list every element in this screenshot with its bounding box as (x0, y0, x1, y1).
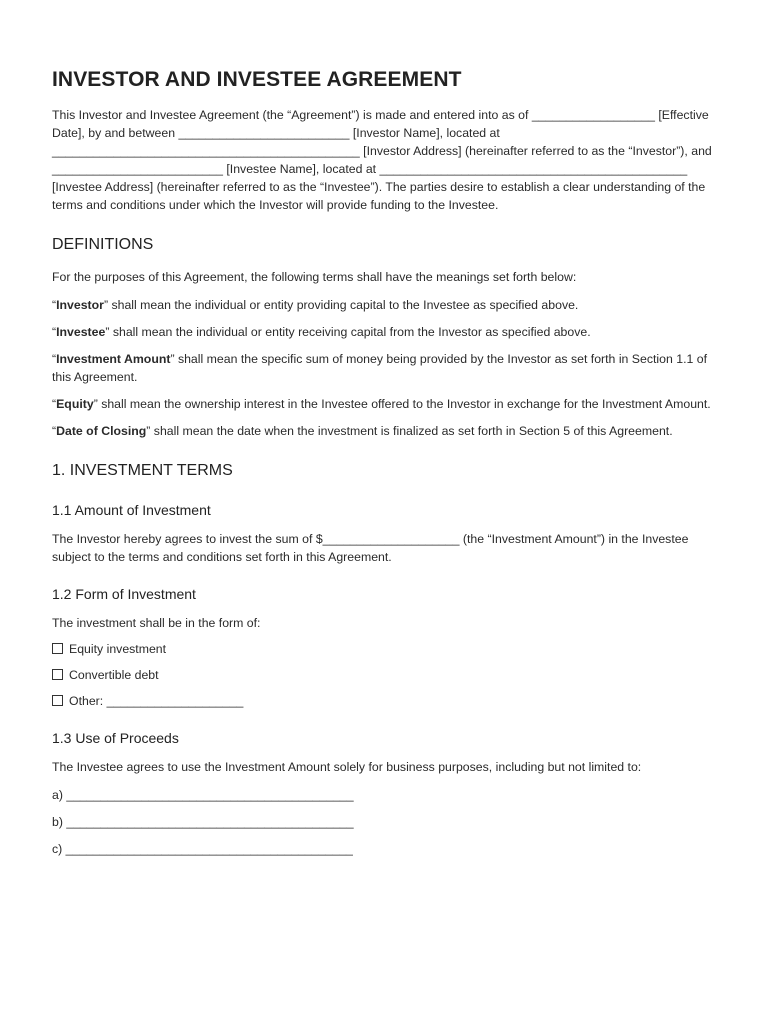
definition-term: Investment Amount (56, 352, 171, 366)
section-1-3-lead: The Investee agrees to use the Investment Amount solely for business purposes, including but not limited to: (52, 760, 642, 774)
option-other[interactable] (52, 692, 720, 710)
definition-term: Equity (56, 397, 94, 411)
document-title: INVESTOR AND INVESTEE AGREEMENT (52, 68, 462, 91)
checkbox-icon[interactable] (52, 669, 63, 680)
definition-term: Investee (56, 325, 106, 339)
definition-investment-amount: “Investment Amount” shall mean the specific sum of money being provided by the Investor as set forth in Section 1.1 of this Agreement. (52, 352, 708, 384)
section-1-3-heading: 1.3 Use of Proceeds (52, 730, 179, 746)
definition-text: ” shall mean the specific sum of money being provided by the Investor as set forth in Section 1.1 of this Agreement. (52, 352, 708, 384)
section-1-2-heading: 1.2 Form of Investment (52, 586, 196, 602)
section-1-1-heading: 1.1 Amount of Investment (52, 502, 211, 518)
checkbox-icon[interactable] (52, 695, 63, 706)
intro-paragraph: This Investor and Investee Agreement (the “Agreement”) is made and entered into as of __________________ [Effective Date], by and between _________________________ [Investor Name], located at _____________________________________________ [Investor Address] (hereinafter referred to as the “Investor”), and _________________________ [Investee Name], located at _____________________________________________ [Investee Address] (hereinafter referred to as the “Investee”). The parties desire to establish a clear understanding of the terms and conditions under which the Investor will provide funding to the Investee. (52, 108, 712, 212)
section-1-heading: 1. INVESTMENT TERMS (52, 462, 233, 479)
definition-text: ” shall mean the individual or entity providing capital to the Investee as specified above. (103, 298, 579, 312)
option-equity-investment[interactable] (52, 640, 720, 658)
section-1-1-text: The Investor hereby agrees to invest the sum of $____________________ (the “Investment Amount”) in the Investee subject to the terms and conditions set forth in this Agreement. (52, 532, 689, 564)
option-label: Equity investment (69, 642, 167, 656)
definition-investee: “Investee” shall mean the individual or entity receiving capital from the Investor as specified above. (52, 325, 591, 339)
definition-text: ” shall mean the individual or entity receiving capital from the Investor as specified above. (105, 325, 591, 339)
checkbox-icon[interactable] (52, 643, 63, 654)
definition-text: ” shall mean the ownership interest in the Investee offered to the Investor in exchange for the Investment Amount. (93, 397, 711, 411)
option-label: Convertible debt (69, 668, 159, 682)
definition-investor: “Investor” shall mean the individual or entity providing capital to the Investee as specified above. (52, 298, 579, 312)
definition-text: ” shall mean the date when the investment is finalized as set forth in Section 5 of this Agreement. (146, 424, 673, 438)
definition-term: Investor (56, 298, 104, 312)
section-1-2-lead: The investment shall be in the form of: (52, 616, 261, 630)
proceeds-line-b: b) __________________________________________ (52, 815, 354, 829)
proceeds-line-a: a) __________________________________________ (52, 788, 354, 802)
investment-form-options (52, 640, 720, 710)
option-convertible-debt[interactable] (52, 666, 720, 684)
definition-date-of-closing: “Date of Closing” shall mean the date when the investment is finalized as set forth in Section 5 of this Agreement. (52, 424, 673, 438)
definition-equity: “Equity” shall mean the ownership interest in the Investee offered to the Investor in exchange for the Investment Amount. (52, 397, 711, 411)
definitions-lead: For the purposes of this Agreement, the following terms shall have the meanings set forth below: (52, 270, 577, 284)
definitions-heading: DEFINITIONS (52, 236, 154, 253)
definition-term: Date of Closing (56, 424, 147, 438)
proceeds-line-c: c) __________________________________________ (52, 842, 353, 856)
option-label: Other: ____________________ (69, 694, 244, 708)
